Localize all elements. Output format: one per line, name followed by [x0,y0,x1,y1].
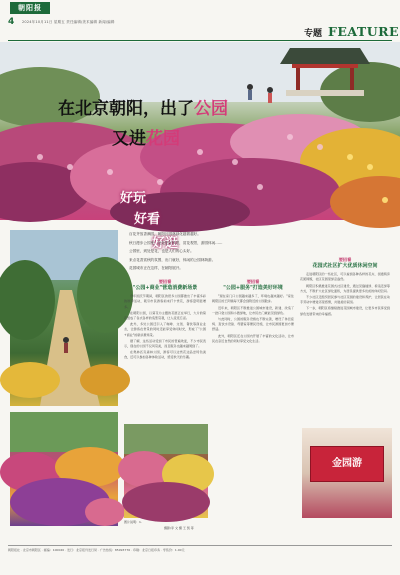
lead-paragraph [122,230,322,273]
lead-line: 来点花香赏秋的氛围，出门就好，休闲的公园林荫游。 [129,257,216,262]
lead-line: 花园城市正在这样，在朝阳展开。 [129,266,183,271]
section-subhead: 花园式社区扩大优质休闲空间 [312,263,378,270]
hero-scene [0,42,400,220]
body-paragraph: 在朝阳公园，以菊花为主题的花展正在举行，大片的菊花组成了各式各样的造型景观，让人流连忘返。 [124,310,206,321]
body-paragraph: 此外，朝阳区还在公园内开展了丰富的文化活动，让市民在亲近自然的同时享受文化生活。 [212,333,294,343]
body-paragraph: 不少社区还组织居民参与社区花园的建设和养护，让居民在动手劳动中增进邻里感情，共建美好家园。 [300,295,390,305]
photo-park-path [10,230,118,406]
body-paragraph: 与此同时，公园的服务设施也不断完善，增设了休息座椅、直饮水设备、母婴室等便民设施，让市民游园更加方便舒适。 [212,317,294,332]
photo-garden-sign [302,428,392,518]
article-section-2 [212,277,294,517]
body-paragraph: 据了解，这些活动受到了市民的普遍欢迎，不少市民表示，现在的公园不仅风景美，而且服务也越来越周到了。 [124,338,206,349]
photo-credit: 摄影/李 文 摄 王 凯 等 [164,526,194,530]
body-paragraph: 在奥林匹克森林公园，游客可以边赏花边品尝特色美食，还可以参加各种体验活动，感受秋天的乐趣。 [124,350,206,360]
article-section-3 [300,255,390,423]
tag-stroll: 好逛 [152,236,179,251]
lead-line: 公园里，到处是花，也是人们的心头好。 [129,249,194,254]
section-topic: 专题 [304,29,323,39]
body-paragraph: 今年国庆节期间，朝阳区的很多公园都推出了丰富多彩的秋季活动，吸引市民游客前来打卡赏花，游客量明显增多。 [124,294,206,309]
section-feature: FEATURE [328,24,400,39]
headline-line2: 又进花园 [112,129,180,149]
photo-chrysanthemum [124,424,208,518]
section-kicker: 要招看 [338,257,352,262]
header-rule [8,40,392,41]
body-paragraph: 下一步，朝阳区将继续推进花园城市建设，让更多市民享受到绿色发展带来的幸福感。 [300,306,390,316]
dateline: 2024年10月11日 星期五 责任编辑/美术编辑 新闻/编辑 [22,20,115,24]
section-kicker: 要招看 [158,279,172,284]
body-paragraph: 朝阳区积极推进花园式社区建设，通过见缝插绿、拆违还绿等方式，不断扩大社区绿化面积，为居民提供更多优质的休闲空间。 [300,283,390,293]
body-paragraph: 走进朝阳区的一些社区，可以看到各种各样的花卉，街道两旁花团锦簇，社区花园里绿意盎然。 [300,272,390,282]
headline-line1: 在北京朝阳，出了公园 [58,99,228,119]
body-paragraph: 此外，多处公园还引入了咖啡、文创、餐饮等商业业态，让游客在赏景的同时还能享受休闲时光，形成了"公园+商业"的新消费场景。 [124,322,206,337]
photo-flower-beds [10,412,118,526]
section-kicker: 要招看 [246,279,260,284]
page-footer: 朝阳报社 · 北京市朝阳区 · 邮编：100020 · 发行：北京报刊发行局 · 广告热线：85993776 · 印刷：北京日报印务 · 零售价：1.00元 [8,545,392,552]
page-number: 4 [8,17,15,27]
tag-beautiful: 好看 [134,212,161,227]
section-subhead: "公园+商业"营造消费新场景 [132,285,198,292]
tag-fun: 好玩 [120,191,147,206]
lead-line: 百花齐放香满园，朝阳区园林绿化越做越好。 [129,232,201,236]
masthead [0,0,400,27]
garden-sign: 金园游 [310,446,384,482]
body-paragraph: 近年来，朝阳区不断推进公园城市建设，新建、改造了一批口袋公园和小微绿地，让市民出门就能见到绿色。 [212,305,294,315]
lead-line: 秋日漫步公园里，处处是好风景，赏花观景，游园休闲…… [129,240,223,245]
section-subhead: "公园+服务"打造美好环境 [223,285,283,292]
body-paragraph: "现在家门口公园越来越多了，环境也越来越好。"家住朝阳区的王阿姨每天都会到附近的公园散步。 [212,294,294,304]
newspaper-logo: 朝阳报 [10,2,50,14]
photo-caption: 图片说明：1. [124,520,142,524]
